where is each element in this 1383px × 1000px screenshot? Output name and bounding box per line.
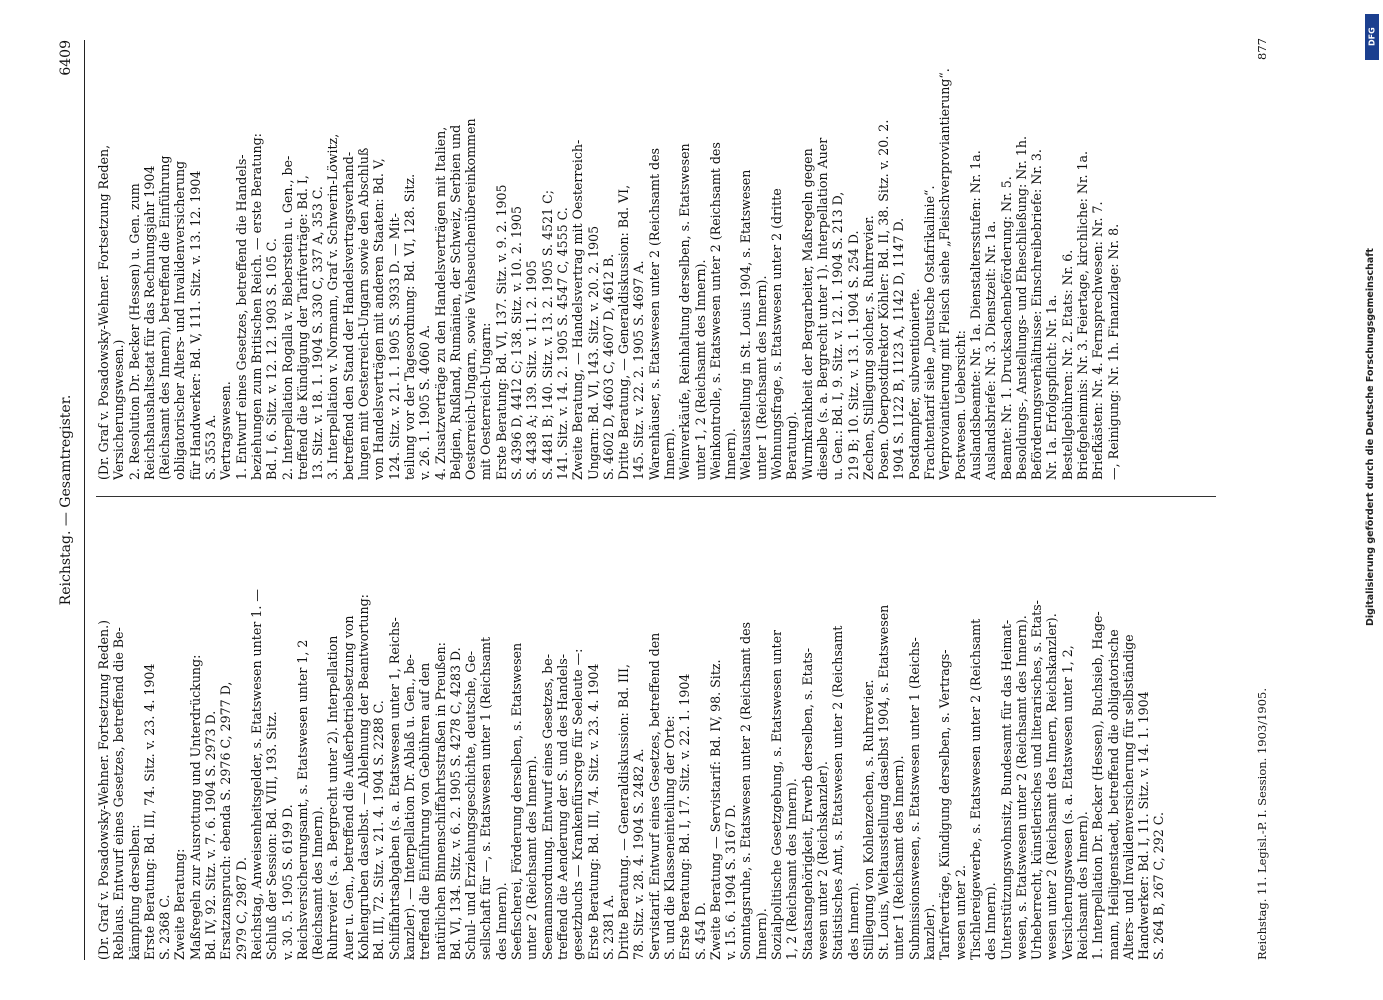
index-line: Reichsversicherungsamt, s. Etatswesen unter 1, 2: [294, 639, 310, 960]
index-line: Innern).: [723, 428, 739, 480]
index-line: v. 26. 1. 1905 S. 4060 A.: [417, 324, 433, 480]
index-line: Weinkontrolle, s. Etatswesen unter 2 (Reichsamt des: [707, 142, 723, 480]
index-line: Ruhrrevier (s. a. Bergrecht unter 2). Interpellation: [325, 635, 341, 960]
index-line: Ungarn: Bd. VI, 143. Sitz. v. 20. 2. 1905: [585, 225, 601, 480]
index-line: 2. Interpellation Rogalla v. Bieberstein u. Gen., be-: [279, 155, 295, 480]
index-line: Seefischerei, Förderung derselben, s. Etatswesen: [509, 642, 525, 960]
index-line: Oesterreich-Ungarn, sowie Viehseuchenübereinkommen: [463, 118, 479, 480]
dfg-logo: DFG: [1365, 14, 1379, 60]
index-line: Statistisches Amt, s. Etatswesen unter 2 (Reichsamt: [830, 625, 846, 960]
index-line: Vertragswesen.: [218, 381, 234, 480]
index-line: Besoldungs-, Anstellungs- und Eheschließung: Nr. 1h.: [1013, 135, 1029, 480]
index-line: Innern).: [661, 428, 677, 480]
index-line: gesetzbuchs — Krankenfürsorge für Seeleute —:: [570, 648, 586, 960]
index-line: unter 1 (Reichsamt des Innern).: [753, 275, 769, 480]
index-line: Erste Beratung: Bd. III, 74. Sitz. v. 23. 4. 1904: [585, 663, 601, 960]
index-line: Zweite Beratung — Servistarif: Bd. IV, 98. Sitz.: [707, 659, 723, 960]
index-line: Beratung).: [784, 411, 800, 480]
index-line: treffend die Einführung von Gebühren auf den: [417, 662, 433, 960]
index-line: des Innern).: [493, 882, 509, 960]
index-line: Sozialpolitische Gesetzgebung, s. Etatswesen unter: [769, 629, 785, 960]
header-rule: [84, 40, 85, 960]
index-line: Auer u. Gen., betreffend die Außerbetriebsetzung von: [340, 615, 356, 960]
index-line: Innern).: [753, 908, 769, 960]
index-line: S. 3553 A.: [203, 414, 219, 480]
index-line: 1. Interpellation Dr. Becker (Hessen), Buchsieb, Hage-: [1090, 611, 1106, 960]
index-line: sellschaft für —, s. Etatswesen unter 1 (Reichsamt: [478, 636, 494, 960]
index-line: v. 30. 5. 1905 S. 6199 D.: [279, 804, 295, 960]
index-line: beziehungen zum Britischen Reich. — erste Beratung:: [248, 133, 264, 480]
index-line: lungen mit Oesterreich-Ungarn sowie den Abschluß: [356, 147, 372, 480]
index-line: mann, Heiligenstaedt, betreffend die obligatorische: [1105, 629, 1121, 960]
index-line: S. 454 D.: [692, 902, 708, 960]
index-line: Reichstag, Anweisenheitsgelder, s. Etatswesen unter 1. —: [248, 589, 264, 960]
index-line: (Dr. Graf v. Posadowsky-Wehner. Fortsetzung Reden,: [96, 144, 111, 480]
index-line: 124. Sitz. v. 21. 1. 1905 S. 3933 D. — Mit-: [386, 213, 402, 480]
index-line: Zweite Beratung, — Handelsvertrag mit Oesterreich-: [570, 139, 586, 480]
index-line: unter 2 (Reichsamt des Innern).: [524, 755, 540, 960]
index-line: Reichshaushaltsetat für das Rechnungsjahr 1904: [141, 165, 157, 480]
index-line: von Handelsverträgen mit anderen Staaten: Bd. V,: [371, 158, 387, 480]
index-line: des Innern).: [845, 882, 861, 960]
index-line: Stillegung von Kohlenzechen, s. Ruhrrevier.: [860, 679, 876, 960]
index-line: wesen unter 2 (Reichsamt des Innern, Reichskanzler).: [1044, 613, 1060, 960]
index-line: betreffend den Stand der Handelsvertragsverhand-: [340, 151, 356, 480]
index-line: natürlichen Binnenschiffahrtsstraßen in Preußen:: [432, 642, 448, 960]
index-line: Reichsamt des Innern).: [1075, 811, 1090, 960]
index-line: Briefgeheimnis: Nr. 3. Feiertage, kirchliche: Nr. 1a.: [1075, 150, 1090, 480]
index-line: 4. Zusatzverträge zu den Handelsverträgen mit Italien,: [432, 126, 448, 480]
index-line: St. Louis, Weltausstellung daselbst 1904, s. Etatswesen: [876, 604, 892, 960]
index-line: des Innern).: [983, 882, 999, 960]
index-line: Versicherungswesen (s. a. Etatswesen unter 1, 2,: [1059, 645, 1075, 960]
index-line: wesen, s. Etatswesen unter 2 (Reichsamt des Innern).: [1013, 615, 1029, 960]
index-line: Erste Beratung: Bd. VI, 137. Sitz. v. 9. 2. 1905: [493, 184, 509, 480]
index-line: Kohlengruben daselbst. — Ablehnung der Beantwortung:: [356, 594, 372, 960]
index-line: Bd. I, 6. Sitz. v. 12. 12. 1903 S. 105 C.: [264, 238, 280, 480]
index-line: Dritte Beratung. — Generaldiskussion: Bd. III,: [616, 664, 632, 960]
index-line: Bestellgebühren: Nr. 2. Etats: Nr. 6.: [1059, 249, 1075, 480]
index-line: dieselbe (s. a. Bergrecht unter 1). Interpellation Auer: [814, 137, 830, 480]
index-line: Reblaus. Entwurf eines Gesetzes, betreffend die Be-: [111, 627, 127, 960]
index-line: Beamte: Nr. 1. Drucksachenbeförderung: Nr. 5.: [998, 176, 1014, 480]
index-line: Verproviantierung mit Fleisch siehe „Fleischverproviantierung“.: [937, 68, 953, 480]
index-line: Bd. IV, 92. Sitz. v. 7. 6. 1904 S. 2973 D.: [203, 710, 219, 960]
index-line: wesen unter 2 (Reichskanzler).: [814, 761, 830, 960]
index-line: Postdampfer, subventionierte.: [906, 288, 922, 480]
right-column: [96, 40, 1246, 480]
index-line: Bd. III, 72. Sitz. v. 21. 4. 1904 S. 2288 C.: [371, 700, 387, 960]
index-line: Auslandsbeamte: Nr. 1a. Dienstaltersstufen: Nr. 1a.: [967, 150, 983, 480]
index-line: S. 2381 A.: [600, 894, 616, 960]
index-line: Wurmkrankheit der Bergarbeiter, Maßregeln gegen: [799, 148, 815, 480]
index-line: Wohnungsfrage, s. Etatswesen unter 2 (dritte: [769, 188, 785, 480]
index-line: v. 15. 6. 1904 S. 3167 D.: [723, 804, 739, 960]
index-line: Versicherungswesen.): [111, 339, 127, 480]
index-line: teilung vor der Tagesordnung: Bd. VI, 128. Sitz.: [401, 173, 417, 480]
index-line: (Dr. Graf v. Posadowsky-Wehner. Fortsetzung Reden.): [96, 619, 111, 960]
index-line: S. 2368 C.: [157, 894, 173, 960]
index-line: Schiffahrtsabgaben (s. a. Etatswesen unter 1, Reichs-: [386, 617, 402, 960]
index-line: Seemannsordnung. Entwurf eines Gesetzes, be-: [539, 653, 555, 960]
index-line: 3. Interpellation v. Normann, Graf v. Schwerin-Löwitz,: [325, 133, 341, 480]
index-line: Handwerker: Bd. I, 11. Sitz. v. 14. 1. 1904: [1136, 691, 1152, 960]
digitization-credit: Digitalisierung gefördert durch die Deutsche Forschungsgemeinschaft: [1365, 248, 1376, 626]
index-line: Urheberrecht, künstlerisches und literarisches, s. Etats-: [1029, 600, 1045, 960]
index-line: treffend die Aenderung der S. und des Handels-: [554, 654, 570, 960]
left-column: [96, 520, 1246, 960]
index-line: Auslandsbriefe: Nr. 3. Dienstzeit: Nr. 1a.: [983, 220, 999, 480]
index-line: Submissionswesen, s. Etatswesen unter 1 (Reichs-: [906, 637, 922, 960]
index-line: u. Gen.: Bd. I, 9. Sitz. v. 12. 1. 1904 S. 213 D,: [830, 191, 846, 480]
index-line: 78. Sitz. v. 28. 4. 1904 S. 2482 A.: [631, 748, 647, 960]
index-line: Staatsangehörigkeit, Erwerb derselben, s. Etats-: [799, 648, 815, 960]
index-line: kanzler).: [922, 903, 938, 960]
index-line: Bd. VI, 134. Sitz. v. 6. 2. 1905 S. 4278 C, 4283 D.: [447, 647, 463, 960]
index-line: 13. Sitz. v. 18. 1. 1904 S. 330 C, 337 A, 353 C.: [310, 186, 326, 480]
index-line: Tarifverträge, Kündigung derselben, s. Vertrags-: [937, 649, 953, 960]
index-line: S. 4396 D, 4412 C; 138. Sitz. v. 10. 2. 1905: [509, 206, 525, 480]
index-line: S. 4438 A; 139. Sitz. v. 11. 2. 1905: [524, 260, 540, 480]
signature-number: 877: [1255, 38, 1269, 60]
index-line: Dritte Beratung, — Generaldiskussion: Bd. VI,: [616, 184, 632, 480]
index-line: Warenhäuser, s. Etatswesen unter 2 (Reichsamt des: [646, 147, 662, 480]
index-line: Weinverkäufe, Reinhaltung derselben, s. Etatswesen: [677, 143, 693, 480]
index-line: Zweite Beratung:: [172, 848, 188, 960]
index-line: treffend die Kündigung der Tarifverträge: Bd. I,: [294, 175, 310, 480]
index-line: S. 4602 D, 4603 C, 4607 D, 4612 B.: [600, 253, 616, 480]
index-line: Unterstützungswohnsitz, Bundesamt für das Heimat-: [998, 619, 1014, 960]
index-line: Beförderungsverhältnisse: Einschreibebriefe: Nr. 3.: [1029, 149, 1045, 480]
index-line: kämpfung derselben:: [126, 824, 142, 960]
index-line: 1904 S. 1122 B, 1123 A, 1142 D, 1147 D.: [891, 217, 907, 480]
index-line: Ersatzanspruch: ebenda S. 2976 C, 2977 D,: [218, 681, 234, 960]
index-line: 1. Entwurf eines Gesetzes, betreffend die Handels-: [233, 154, 249, 480]
index-line: 141. Sitz. v. 14. 2. 1905 S. 4547 C, 4555 C.: [554, 207, 570, 480]
index-line: Frachtentarif siehe „Deutsche Ostafrikalinie“.: [922, 185, 938, 480]
index-line: 1, 2 (Reichsamt des Innern).: [784, 778, 800, 960]
index-line: 2. Resolution Dr. Becker (Hessen) u. Gen. zum: [126, 183, 142, 480]
index-line: Schul- und Erziehungsgeschichte, deutsche, Ge-: [463, 650, 479, 960]
digitization-sidebar: [1365, 10, 1379, 626]
index-line: Posen. Oberpostdirektor Köhler: Bd. II, 38. Sitz. v. 20. 2.: [876, 119, 892, 480]
index-line: Belgien, Rußland, Rumänien, der Schweiz, Serbien und: [447, 124, 463, 480]
index-line: 145. Sitz. v. 22. 2. 1905 S. 4697 A.: [631, 260, 647, 480]
index-line: Maßregeln zur Ausrottung und Unterdrückung:: [187, 654, 203, 960]
index-line: kanzler). — Interpellation Dr. Ablaß u. Gen., be-: [401, 654, 417, 960]
index-line: Servistarif. Entwurf eines Gesetzes, betreffend den: [646, 632, 662, 960]
index-line: unter 1, 2 (Reichsamt des Innern).: [692, 259, 708, 480]
index-line: Sonntagsruhe, s. Etatswesen unter 2 (Reichsamt des: [738, 621, 754, 960]
footer-signature: Reichstag. 11. Legisl.-P. I. Session. 1903/1905.: [1255, 687, 1269, 960]
running-header: Reichstag. — Gesamtregister.: [58, 394, 74, 606]
column-divider: [96, 496, 1216, 497]
index-line: Nr. 1a. Erfolgspflicht: Nr. 1a.: [1044, 294, 1060, 480]
index-line: (Reichsamt des Innern), betreffend die Einführung: [157, 155, 173, 480]
index-line: Postwesen. Uebersicht:: [952, 330, 968, 480]
index-line: unter 1 (Reichsamt des Innern).: [891, 755, 907, 960]
index-line: für Handwerker: Bd. V, 111. Sitz. v. 13. 12. 1904: [187, 170, 203, 480]
index-line: 219 B; 10. Sitz. v. 13. 1. 1904 S. 254 D.: [845, 230, 861, 480]
index-line: 2979 C, 2987 D.: [233, 857, 249, 960]
page-number: 6409: [58, 40, 74, 76]
index-line: Schluß der Session: Bd. VIII, 193. Sitz.: [264, 711, 280, 960]
index-line: Briefkästen: Nr. 4. Fernsprechwesen: Nr. 7.: [1090, 201, 1106, 480]
index-line: S. 264 B, 267 C, 292 C.: [1151, 812, 1167, 960]
index-line: (Reichsamt des Innern).: [310, 806, 326, 960]
index-line: S. 4481 B; 140. Sitz. v. 13. 2. 1905 S. 4521 C;: [539, 190, 555, 480]
index-line: Weltausstellung in St. Louis 1904, s. Etatswesen: [738, 169, 754, 480]
index-line: Tischlereigewerbe, s. Etatswesen unter 2 (Reichsamt: [967, 618, 983, 960]
index-line: wesen unter 2.: [952, 864, 968, 960]
index-line: Erste Beratung: Bd. III, 74. Sitz. v. 23. 4. 1904: [141, 663, 157, 960]
index-line: Alters- und Invalidenversicherung für selbständige: [1120, 634, 1136, 960]
index-line: Zechen, Stillegung solcher, s. Ruhrrevier.: [860, 215, 876, 480]
index-line: obligatorischer Alters- und Invalidenversicherung: [172, 160, 188, 480]
index-line: Erste Beratung: Bd. I, 17. Sitz. v. 22. 1. 1904: [677, 673, 693, 960]
index-line: S. und die Klasseneinteilung der Orte:: [661, 715, 677, 960]
index-line: mit Oesterreich-Ungarn:: [478, 322, 494, 480]
index-line: —, Reinigung: Nr. 1h. Finanzlage: Nr. 8.: [1105, 223, 1121, 480]
